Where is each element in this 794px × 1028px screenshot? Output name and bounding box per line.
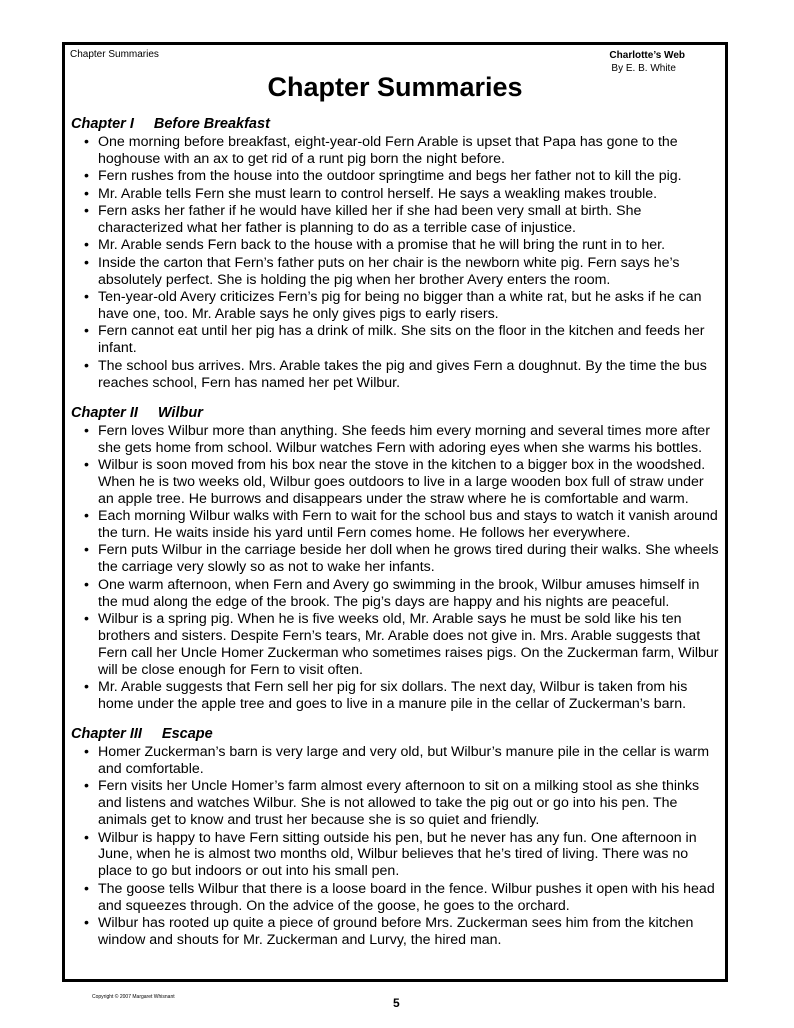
summary-text: Fern loves Wilbur more than anything. She feeds him every morning and several times more after she gets home from school. Wilbur watches Fern with adoring eyes when she warms his bottles. bbox=[98, 422, 710, 456]
summary-item bbox=[71, 358, 721, 392]
chapter-heading bbox=[71, 115, 721, 133]
summary-item bbox=[71, 744, 721, 778]
summary-text: Fern puts Wilbur in the carriage beside her doll when he grows tired during their walks. She wheels the carriage very slowly so as not to wake her infants. bbox=[98, 542, 719, 576]
summary-item bbox=[71, 679, 721, 713]
bullet-icon: • bbox=[84, 323, 89, 340]
bullet-icon: • bbox=[84, 168, 89, 185]
chapter-section bbox=[71, 404, 721, 713]
summary-text: Wilbur is happy to have Fern sitting outside his pen, but he never has any fun. One afternoon in June, when he is almost two months old, Wilbur believes that he’s tired of living. There was no place to go but indoors or out into his small pen. bbox=[98, 829, 697, 880]
summary-item bbox=[71, 611, 721, 679]
bullet-icon: • bbox=[84, 576, 89, 593]
summary-text: One warm afternoon, when Fern and Avery go swimming in the brook, Wilbur amuses himself in the mud along the edge of the brook. The pig’s days are happy and his nights are peaceful. bbox=[98, 576, 700, 610]
summary-text: Wilbur has rooted up quite a piece of ground before Mrs. Zuckerman sees him from the kitchen window and shouts for Mr. Zuckerman and Lurvy, the hired man. bbox=[98, 915, 694, 948]
bullet-icon: • bbox=[84, 778, 89, 795]
summary-item bbox=[71, 255, 721, 289]
chapter-number: Chapter I bbox=[71, 116, 134, 132]
summary-item bbox=[71, 323, 721, 357]
summary-text: Mr. Arable sends Fern back to the house with a promise that he will bring the runt in to her. bbox=[98, 237, 666, 254]
summary-item bbox=[71, 778, 721, 829]
bullet-icon: • bbox=[84, 508, 89, 525]
summary-item bbox=[71, 168, 721, 185]
summary-item bbox=[71, 134, 721, 168]
summary-text: Fern asks her father if he would have killed her if she had been very small at birth. She characterized what her father is planning to do as a terrible case of injustice. bbox=[98, 203, 642, 237]
bullet-icon: • bbox=[84, 237, 89, 254]
page-number: 5 bbox=[393, 996, 400, 1010]
summary-item bbox=[71, 457, 721, 508]
summary-text: Wilbur is a spring pig. When he is five weeks old, Mr. Arable says he must be sold like his ten brothers and sisters. Despite Fern’s tears, Mr. Arable does not give in. Mrs. Arable suggests that Fern call her Uncle Homer Zuckerman who sometimes raises pigs. On the Zuckerman farm, Wilbur will be close enough for Fern to visit often. bbox=[98, 611, 719, 678]
bullet-icon: • bbox=[84, 134, 89, 150]
chapter-section bbox=[71, 115, 721, 392]
header-section-label: Chapter Summaries bbox=[70, 49, 159, 60]
summary-text: Fern rushes from the house into the outdoor springtime and begs her father not to kill the pig. bbox=[98, 168, 682, 185]
summary-text: Each morning Wilbur walks with Fern to wait for the school bus and stays to watch it vanish around the turn. He waits inside his yard until Fern comes home. He follows her everywhere. bbox=[98, 508, 718, 542]
bullet-icon: • bbox=[84, 456, 89, 473]
bullet-icon: • bbox=[84, 185, 89, 202]
bullet-icon: • bbox=[84, 915, 89, 932]
bullet-icon: • bbox=[84, 203, 89, 220]
page-title: Chapter Summaries bbox=[267, 72, 523, 102]
summary-item bbox=[71, 881, 721, 915]
summary-text: Wilbur is soon moved from his box near the stove in the kitchen to a bigger box in the woodshed. When he is two weeks old, Wilbur goes outdoors to live in a large wooden box full of straw under an apple tree. He burrows and disappears under the straw where he is comfortable and warm. bbox=[98, 456, 706, 507]
chapter-name: Before Breakfast bbox=[153, 116, 270, 132]
bullet-icon: • bbox=[84, 611, 89, 628]
bullet-icon: • bbox=[84, 744, 89, 760]
summary-item bbox=[71, 186, 721, 203]
summary-text: Fern visits her Uncle Homer’s farm almost every afternoon to sit on a milking stool as she thinks and listens and watches Wilbur. She is not allowed to take the pig out or go into his pen. The animals get to know and trust her because she is so quiet and friendly. bbox=[98, 778, 700, 829]
summary-item bbox=[71, 915, 721, 949]
chapter-heading bbox=[71, 725, 721, 743]
bullet-icon: • bbox=[84, 880, 89, 897]
summary-text: Homer Zuckerman’s barn is very large and very old, but Wilbur’s manure pile in the cellar is warm and comfortable. bbox=[98, 744, 710, 777]
summary-item bbox=[71, 423, 721, 457]
bullet-icon: • bbox=[84, 254, 89, 271]
summary-list bbox=[71, 134, 721, 392]
summary-text: Mr. Arable tells Fern she must learn to control herself. He says a weakling makes trouble. bbox=[98, 185, 658, 202]
bullet-icon: • bbox=[84, 422, 89, 439]
chapter-heading bbox=[71, 404, 721, 422]
copyright-notice: Copyright © 2007 Margaret Whisnant bbox=[92, 994, 175, 1000]
chapter-list bbox=[71, 115, 721, 961]
chapter-name: Escape bbox=[161, 726, 213, 742]
summary-item bbox=[71, 508, 721, 542]
summary-item bbox=[71, 289, 721, 323]
summary-list bbox=[71, 744, 721, 949]
summary-text: The school bus arrives. Mrs. Arable takes the pig and gives Fern a doughnut. By the time the bus reaches school, Fern has named her pet Wilbur. bbox=[98, 357, 707, 391]
chapter-number: Chapter II bbox=[71, 404, 138, 421]
page-frame bbox=[62, 42, 728, 982]
summary-list bbox=[71, 423, 721, 713]
summary-text: Ten-year-old Avery criticizes Fern’s pig for being no bigger than a white rat, but he asks if he can have one, too. Mr. Arable says he only gives pigs to early risers. bbox=[98, 289, 702, 323]
bullet-icon: • bbox=[84, 357, 89, 374]
summary-item bbox=[71, 237, 721, 254]
summary-item bbox=[71, 830, 721, 881]
summary-item bbox=[71, 577, 721, 611]
summary-text: Inside the carton that Fern’s father puts on her chair is the newborn white pig. Fern says he’s absolutely perfect. She is holding the pig when her brother Avery enters the room. bbox=[98, 254, 680, 288]
bullet-icon: • bbox=[84, 289, 89, 306]
bullet-icon: • bbox=[84, 542, 89, 559]
summary-text: Fern cannot eat until her pig has a drink of milk. She sits on the floor in the kitchen and feeds her infant. bbox=[98, 323, 705, 357]
chapter-number: Chapter III bbox=[71, 726, 142, 742]
summary-item bbox=[71, 203, 721, 237]
summary-text: Mr. Arable suggests that Fern sell her pig for six dollars. The next day, Wilbur is taken from his home under the apple tree and goes to live in a manure pile in the cellar of Zuckerman’s barn. bbox=[98, 679, 688, 713]
bullet-icon: • bbox=[84, 829, 89, 846]
chapter-section bbox=[71, 725, 721, 949]
book-author: By E. B. White bbox=[611, 63, 676, 74]
book-title: Charlotte’s Web bbox=[609, 50, 685, 61]
summary-text: The goose tells Wilbur that there is a loose board in the fence. Wilbur pushes it open with his head and squeezes through. On the advice of the goose, he goes to the orchard. bbox=[98, 880, 715, 914]
summary-text: One morning before breakfast, eight-year-old Fern Arable is upset that Papa has gone to the hoghouse with an ax to get rid of a runt pig born the night before. bbox=[98, 134, 678, 167]
bullet-icon: • bbox=[84, 679, 89, 696]
chapter-name: Wilbur bbox=[157, 404, 203, 421]
summary-item bbox=[71, 542, 721, 576]
